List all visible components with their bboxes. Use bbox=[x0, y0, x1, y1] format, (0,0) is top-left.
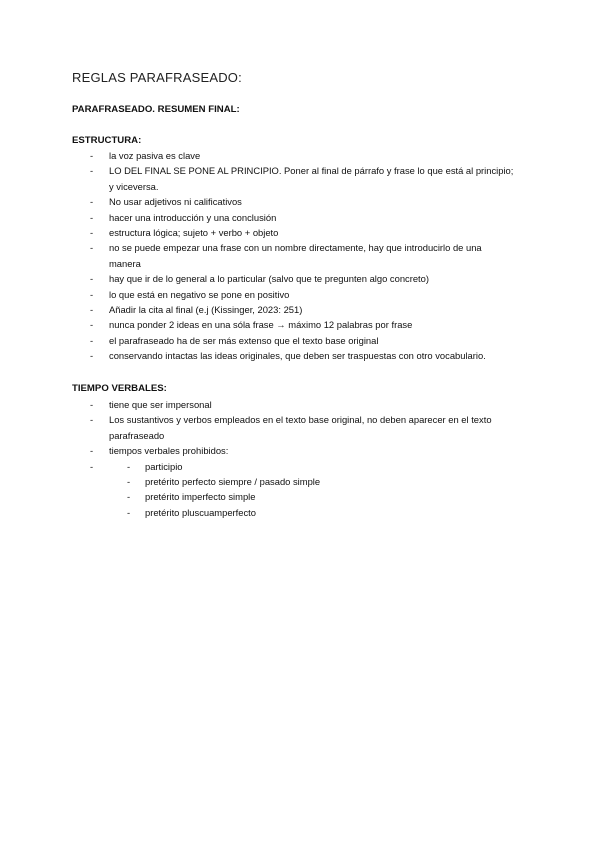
tiempo-verbales-list bbox=[72, 397, 542, 520]
list-item: - tiene que ser impersonal bbox=[72, 397, 542, 412]
document-title: REGLAS PARAFRASEADO: bbox=[72, 70, 242, 85]
list-item: - la voz pasiva es clave bbox=[72, 148, 542, 163]
sublist-item: - pretérito pluscuamperfecto bbox=[72, 505, 542, 520]
list-item-continuation: y viceversa. bbox=[109, 180, 159, 192]
list-item-continuation: manera bbox=[109, 257, 141, 269]
prohibidos-list bbox=[72, 459, 542, 521]
list-item: - hacer una introducción y una conclusión bbox=[72, 210, 542, 225]
estructura-list bbox=[72, 148, 542, 364]
list-item: - Los sustantivos y verbos empleados en el texto base original, no deben aparecer en el texto parafraseado bbox=[72, 412, 542, 443]
sublist-item: - pretérito perfecto siempre / pasado simple bbox=[72, 474, 542, 489]
document-subtitle: PARAFRASEADO. RESUMEN FINAL: bbox=[72, 104, 240, 115]
list-item: - No usar adjetivos ni calificativos bbox=[72, 194, 542, 209]
list-item: - nunca ponder 2 ideas en una sóla frase → máximo 12 palabras por frase bbox=[72, 317, 542, 332]
sublist-item: - pretérito imperfecto simple bbox=[72, 489, 542, 504]
list-item: - tiempos verbales prohibidos: bbox=[72, 443, 542, 458]
section-heading-estructura: ESTRUCTURA: bbox=[72, 135, 142, 146]
list-item: - estructura lógica; sujeto + verbo + objeto bbox=[72, 225, 542, 240]
list-item: - conservando intactas las ideas originales, que deben ser traspuestas con otro vocabulario. bbox=[72, 348, 542, 363]
list-item: - lo que está en negativo se pone en positivo bbox=[72, 287, 542, 302]
sublist-item: - - participio bbox=[72, 459, 542, 474]
list-item-continuation: parafraseado bbox=[109, 429, 165, 441]
section-heading-tiempo-verbales: TIEMPO VERBALES: bbox=[72, 383, 167, 394]
list-item: - Añadir la cita al final (e.j (Kissinger, 2023: 251) bbox=[72, 302, 542, 317]
sublist-container bbox=[72, 459, 542, 521]
list-item: - no se puede empezar una frase con un nombre directamente, hay que introducirlo de una manera bbox=[72, 240, 542, 271]
list-item: - hay que ir de lo general a lo particular (salvo que te pregunten algo concreto) bbox=[72, 271, 542, 286]
list-item: - LO DEL FINAL SE PONE AL PRINCIPIO. Poner al final de párrafo y frase lo que está al principio; y viceversa. bbox=[72, 163, 542, 194]
list-item: - el parafraseado ha de ser más extenso que el texto base original bbox=[72, 333, 542, 348]
